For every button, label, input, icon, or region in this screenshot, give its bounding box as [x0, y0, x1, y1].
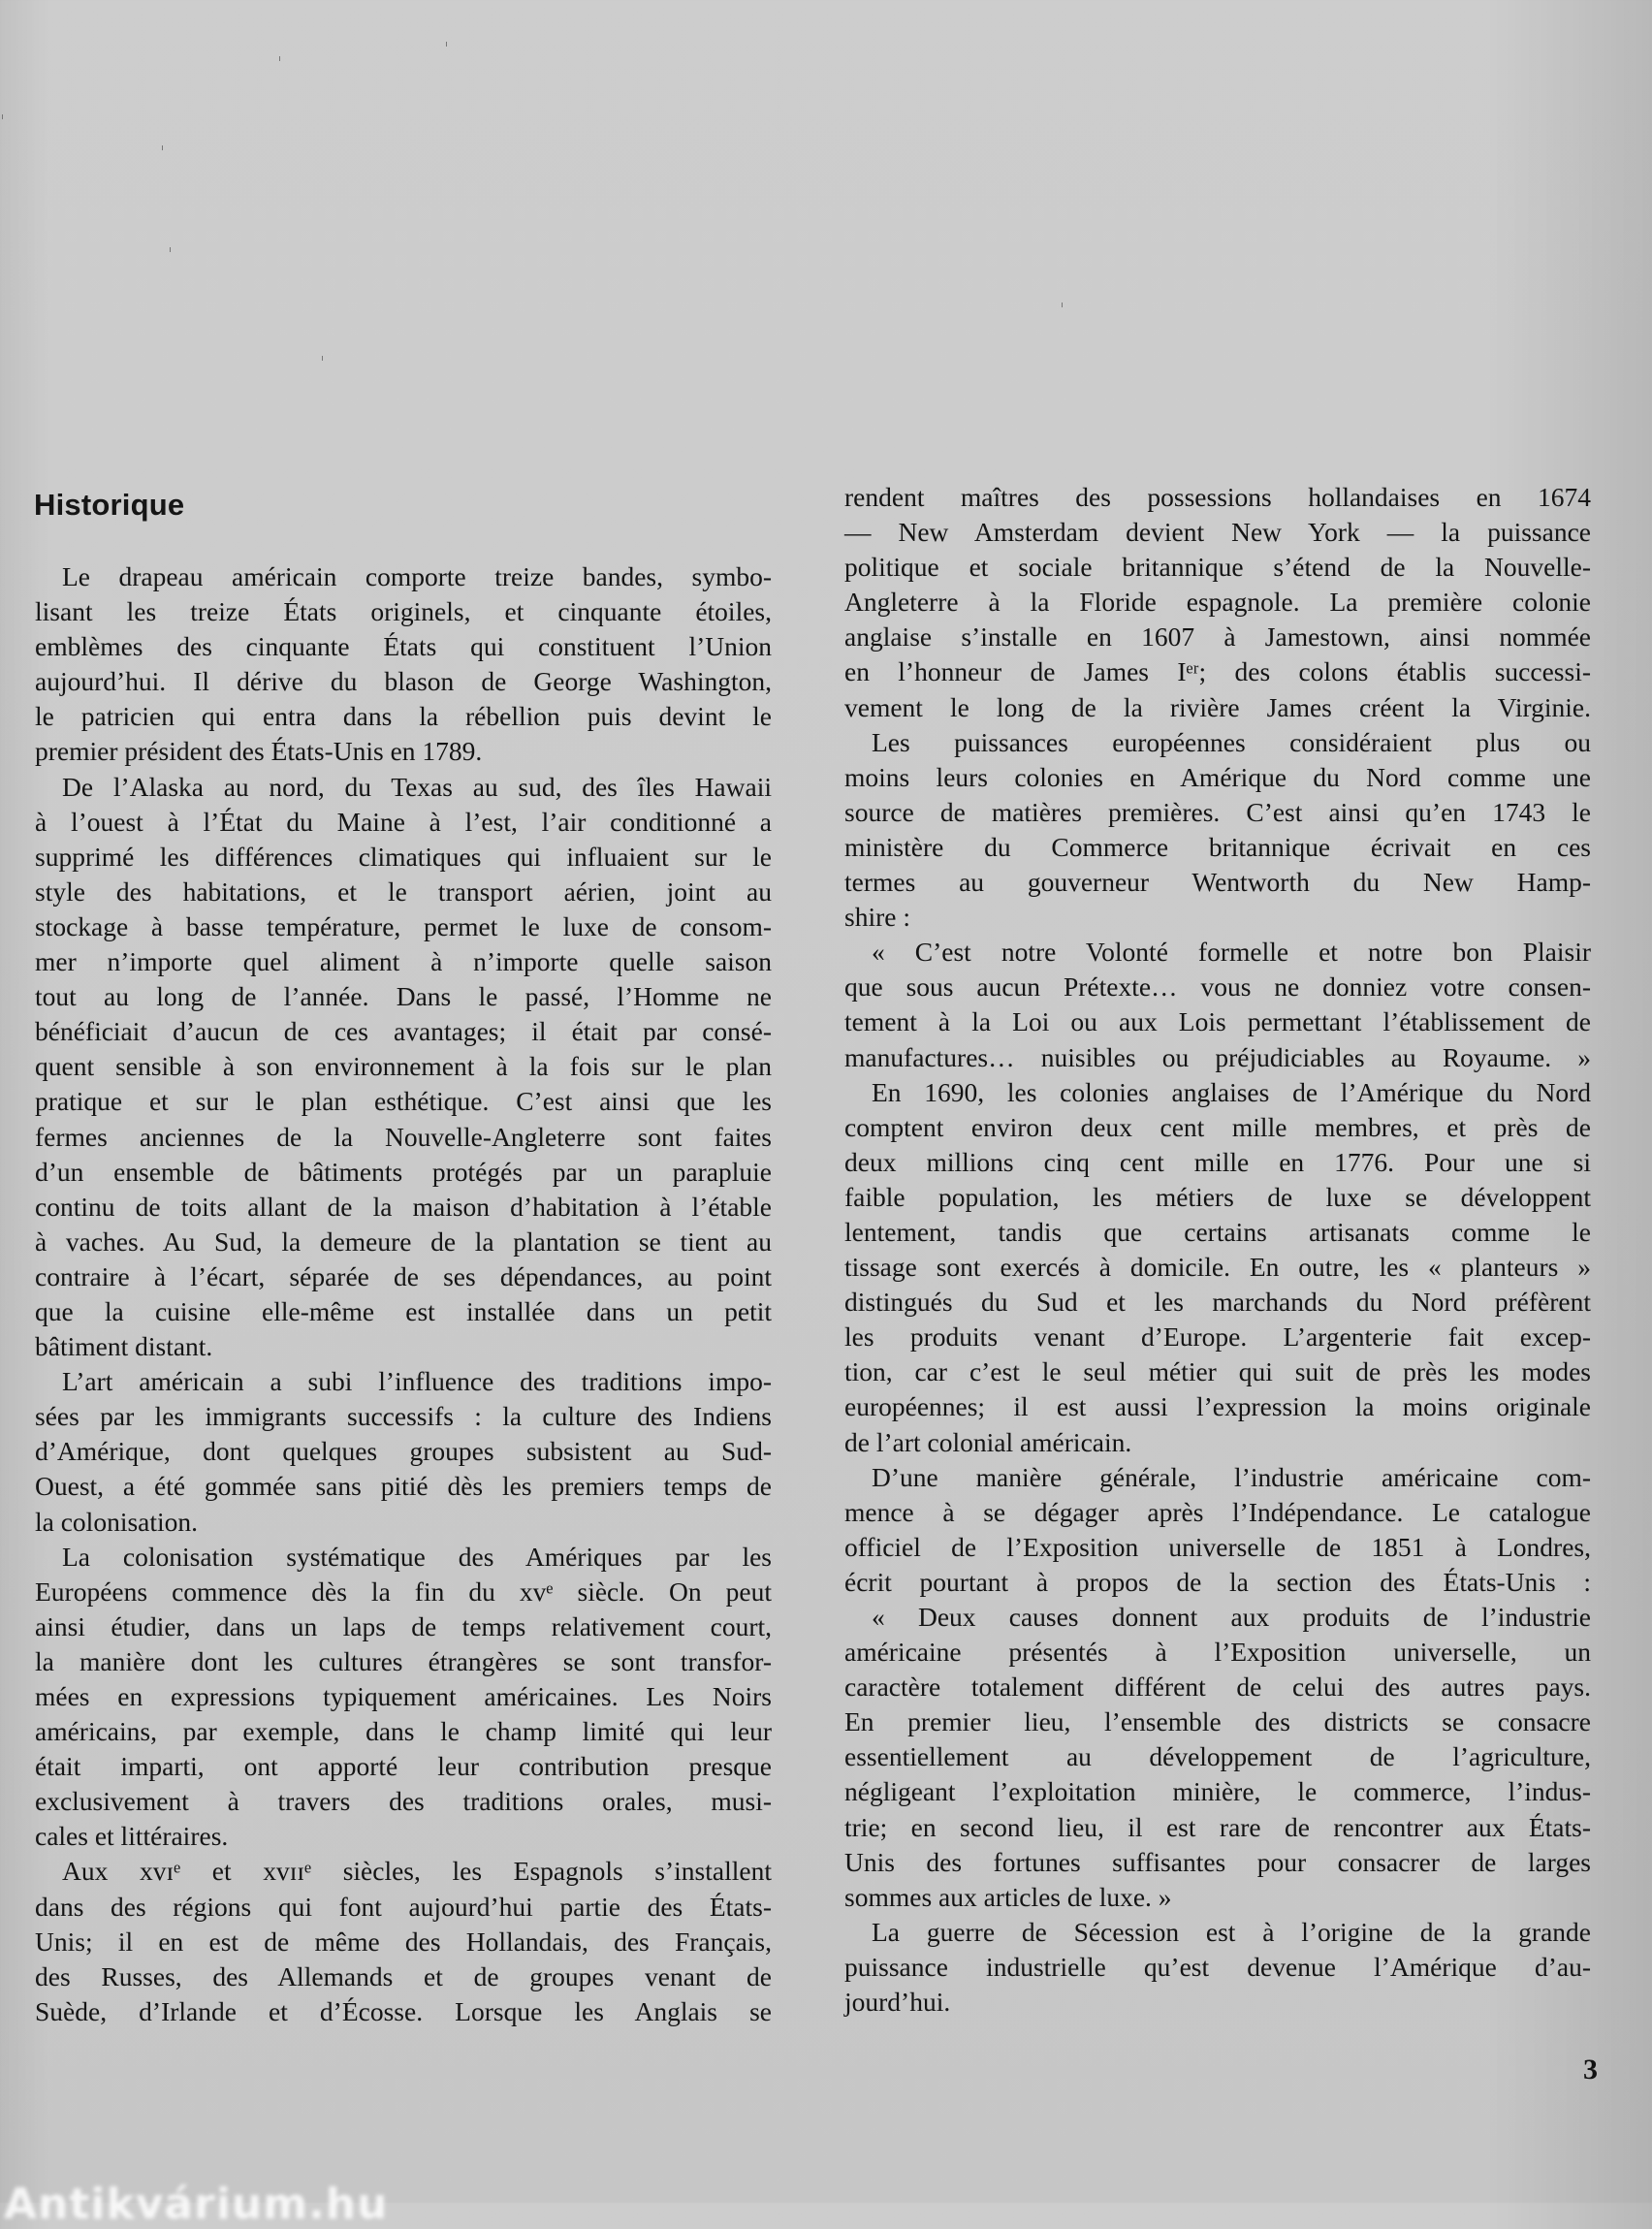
text-line: cales et littéraires. — [35, 1821, 229, 1852]
right-column — [844, 480, 1591, 2020]
paper-speck — [446, 42, 447, 47]
text-line: — New Amsterdam devient New York — la puissance — [844, 517, 1591, 548]
text-line: jourd’hui. — [844, 1987, 951, 2018]
text-line: source de matières premières. C’est ainsi qu’en 1743 le — [844, 796, 1591, 827]
text-line: aujourd’hui. Il dérive du blason de George Washington, — [35, 666, 772, 697]
text-line: anglaise s’installe en 1607 à Jamestown, ainsi nommée — [844, 621, 1591, 653]
text-line: De l’Alaska au nord, du Texas au sud, des îles Hawaii — [62, 771, 772, 802]
text-line: tout au long de l’année. Dans le passé, l’Homme ne — [35, 981, 772, 1012]
text-line: de l’art colonial américain. — [844, 1426, 1132, 1457]
text-line: que la cuisine elle-même est installée dans un petit — [35, 1295, 772, 1326]
text-line: à vaches. Au Sud, la demeure de la plantation se tient au — [35, 1226, 772, 1257]
text-line: bâtiment distant. — [35, 1331, 213, 1362]
text-line: « C’est notre Volonté formelle et notre bon Plaisir — [872, 937, 1591, 968]
text-line: L’art américain a subi l’influence des traditions impo- — [62, 1366, 772, 1397]
paper-speck — [279, 56, 280, 61]
text-line: faible population, les métiers de luxe se développent — [844, 1181, 1591, 1212]
text-line: style des habitations, et le transport aérien, joint au — [35, 876, 772, 907]
text-line: moins leurs colonies en Amérique du Nord comme une — [844, 761, 1591, 792]
text-line: manufactures… nuisibles ou préjudiciables au Royaume. » — [844, 1041, 1591, 1072]
text-line: était imparti, ont apporté leur contribution presque — [35, 1751, 772, 1782]
text-line: lentement, tandis que certains artisanats comme le — [844, 1216, 1591, 1247]
text-line: Angleterre à la Floride espagnole. La première colonie — [844, 587, 1591, 618]
paper-speck — [170, 247, 171, 252]
text-line: que sous aucun Prétexte… vous ne donniez votre consen- — [844, 971, 1591, 1003]
text-line: puissance industrielle qu’est devenue l’Amérique d’au- — [844, 1951, 1591, 1982]
text-line: En premier lieu, l’ensemble des districts se consacre — [844, 1706, 1591, 1737]
text-line: termes au gouverneur Wentworth du New Hamp- — [844, 867, 1591, 898]
text-line: premier président des États-Unis en 1789. — [35, 736, 483, 767]
text-line: mence à se dégager après l’Indépendance. Le catalogue — [844, 1496, 1591, 1527]
text-line: rendent maîtres des possessions hollandaises en 1674 — [844, 482, 1591, 512]
text-line: Unis des fortunes suffisantes pour consacrer de larges — [844, 1846, 1591, 1877]
paper-speck — [1062, 303, 1063, 307]
text-line: essentiellement au développement de l’agriculture, — [844, 1741, 1591, 1772]
text-line: Le drapeau américain comporte treize bandes, symbo- — [62, 561, 772, 591]
text-line: tion, car c’est le seul métier qui suit de près les modes — [844, 1356, 1591, 1387]
text-line: des Russes, des Allemands et de groupes venant de — [35, 1960, 772, 1991]
text-line: le patricien qui entra dans la rébellion puis devint le — [35, 701, 772, 732]
text-line: vement le long de la rivière James créent la Virginie. — [844, 691, 1591, 722]
text-line: En 1690, les colonies anglaises de l’Amérique du Nord — [872, 1076, 1591, 1107]
text-line: La guerre de Sécession est à l’origine de la grande — [872, 1916, 1591, 1947]
text-line: lisant les treize États originels, et cinquante étoiles, — [35, 596, 772, 627]
text-line: tement à la Loi ou aux Lois permettant l’établissement de — [844, 1006, 1591, 1037]
text-line: deux millions cinq cent mille en 1776. Pour une si — [844, 1146, 1591, 1177]
text-line: quent sensible à son environnement à la fois sur le plan — [35, 1051, 772, 1082]
text-line: ainsi étudier, dans un laps de temps relativement court, — [35, 1610, 772, 1641]
text-line: caractère totalement différent de celui des autres pays. — [844, 1672, 1591, 1703]
text-line: stockage à basse température, permet le luxe de consom- — [35, 910, 772, 941]
text-line: D’une manière générale, l’industrie américaine com- — [872, 1461, 1591, 1492]
text-line: distingués du Sud et les marchands du Nord préfèrent — [844, 1287, 1591, 1318]
text-line: emblèmes des cinquante États qui constituent l’Union — [35, 631, 772, 662]
text-line: la colonisation. — [35, 1506, 199, 1537]
text-line: trie; en second lieu, il est rare de rencontrer aux États- — [844, 1811, 1591, 1842]
text-line: Européens commence dès la fin du xvᵉ siècle. On peut — [35, 1576, 772, 1607]
text-line: politique et sociale britannique s’étend de la Nouvelle- — [844, 552, 1591, 583]
text-line: continu de toits allant de la maison d’habitation à l’étable — [35, 1191, 772, 1222]
text-line: bénéficiait d’aucun de ces avantages; il était par consé- — [35, 1016, 772, 1047]
text-line: tissage sont exercés à domicile. En outre, les « planteurs » — [844, 1252, 1591, 1283]
text-line: supprimé les différences climatiques qui influaient sur le — [35, 841, 772, 872]
text-line: Aux xᴠɪᵉ et xᴠɪɪᵉ siècles, les Espagnols s’installent — [62, 1856, 772, 1887]
text-line: contraire à l’écart, séparée de ses dépendances, au point — [35, 1260, 772, 1291]
paper-speck — [2, 114, 3, 119]
text-line: les produits venant d’Europe. L’argenterie fait excep- — [844, 1321, 1591, 1353]
text-line: dans des régions qui font aujourd’hui partie des États- — [35, 1891, 772, 1922]
left-column — [35, 559, 772, 2029]
text-line: sommes aux articles de luxe. » — [844, 1881, 1172, 1912]
text-line: exclusivement à travers des traditions orales, musi- — [35, 1786, 772, 1817]
text-line: Les puissances européennes considéraient plus ou — [872, 726, 1591, 757]
text-line: shire : — [844, 902, 910, 933]
text-line: en l’honneur de James Iᵉʳ; des colons établis successi- — [844, 656, 1591, 687]
text-line: américains, par exemple, dans le champ limité qui leur — [35, 1716, 772, 1747]
text-line: à l’ouest à l’État du Maine à l’est, l’air conditionné a — [35, 806, 772, 837]
text-line: Suède, d’Irlande et d’Écosse. Lorsque les Anglais se — [35, 1995, 772, 2026]
text-line: Ouest, a été gommée sans pitié dès les premiers temps de — [35, 1471, 772, 1502]
text-line: d’Amérique, dont quelques groupes subsistent au Sud- — [35, 1436, 772, 1467]
text-line: fermes anciennes de la Nouvelle-Angleterre sont faites — [35, 1121, 772, 1152]
text-line: officiel de l’Exposition universelle de 1851 à Londres, — [844, 1531, 1591, 1562]
text-line: négligeant l’exploitation minière, le commerce, l’indus- — [844, 1776, 1591, 1807]
text-line: La colonisation systématique des Amériques par les — [62, 1541, 772, 1572]
text-line: mer n’importe quel aliment à n’importe quelle saison — [35, 946, 772, 977]
paper-speck — [322, 356, 323, 361]
watermark: Antikvárium.hu — [4, 2180, 389, 2229]
text-line: « Deux causes donnent aux produits de l’industrie — [872, 1602, 1591, 1632]
section-heading: Historique — [34, 488, 185, 522]
text-line: européennes; il est aussi l’expression la moins originale — [844, 1391, 1591, 1422]
page-number: 3 — [1583, 2054, 1598, 2086]
text-line: d’un ensemble de bâtiments protégés par un parapluie — [35, 1156, 772, 1187]
text-line: Unis; il en est de même des Hollandais, des Français, — [35, 1926, 772, 1957]
text-line: la manière dont les cultures étrangères se sont transfor- — [35, 1645, 772, 1676]
text-line: pratique et sur le plan esthétique. C’est ainsi que les — [35, 1086, 772, 1117]
text-line: ministère du Commerce britannique écrivait en ces — [844, 831, 1591, 862]
text-line: sées par les immigrants successifs : la culture des Indiens — [35, 1401, 772, 1432]
text-line: mées en expressions typiquement américaines. Les Noirs — [35, 1681, 772, 1711]
text-line: comptent environ deux cent mille membres, et près de — [844, 1111, 1591, 1142]
paper-speck — [162, 145, 163, 150]
text-line: écrit pourtant à propos de la section des États-Unis : — [844, 1566, 1591, 1597]
text-line: américaine présentés à l’Exposition universelle, un — [844, 1637, 1591, 1668]
